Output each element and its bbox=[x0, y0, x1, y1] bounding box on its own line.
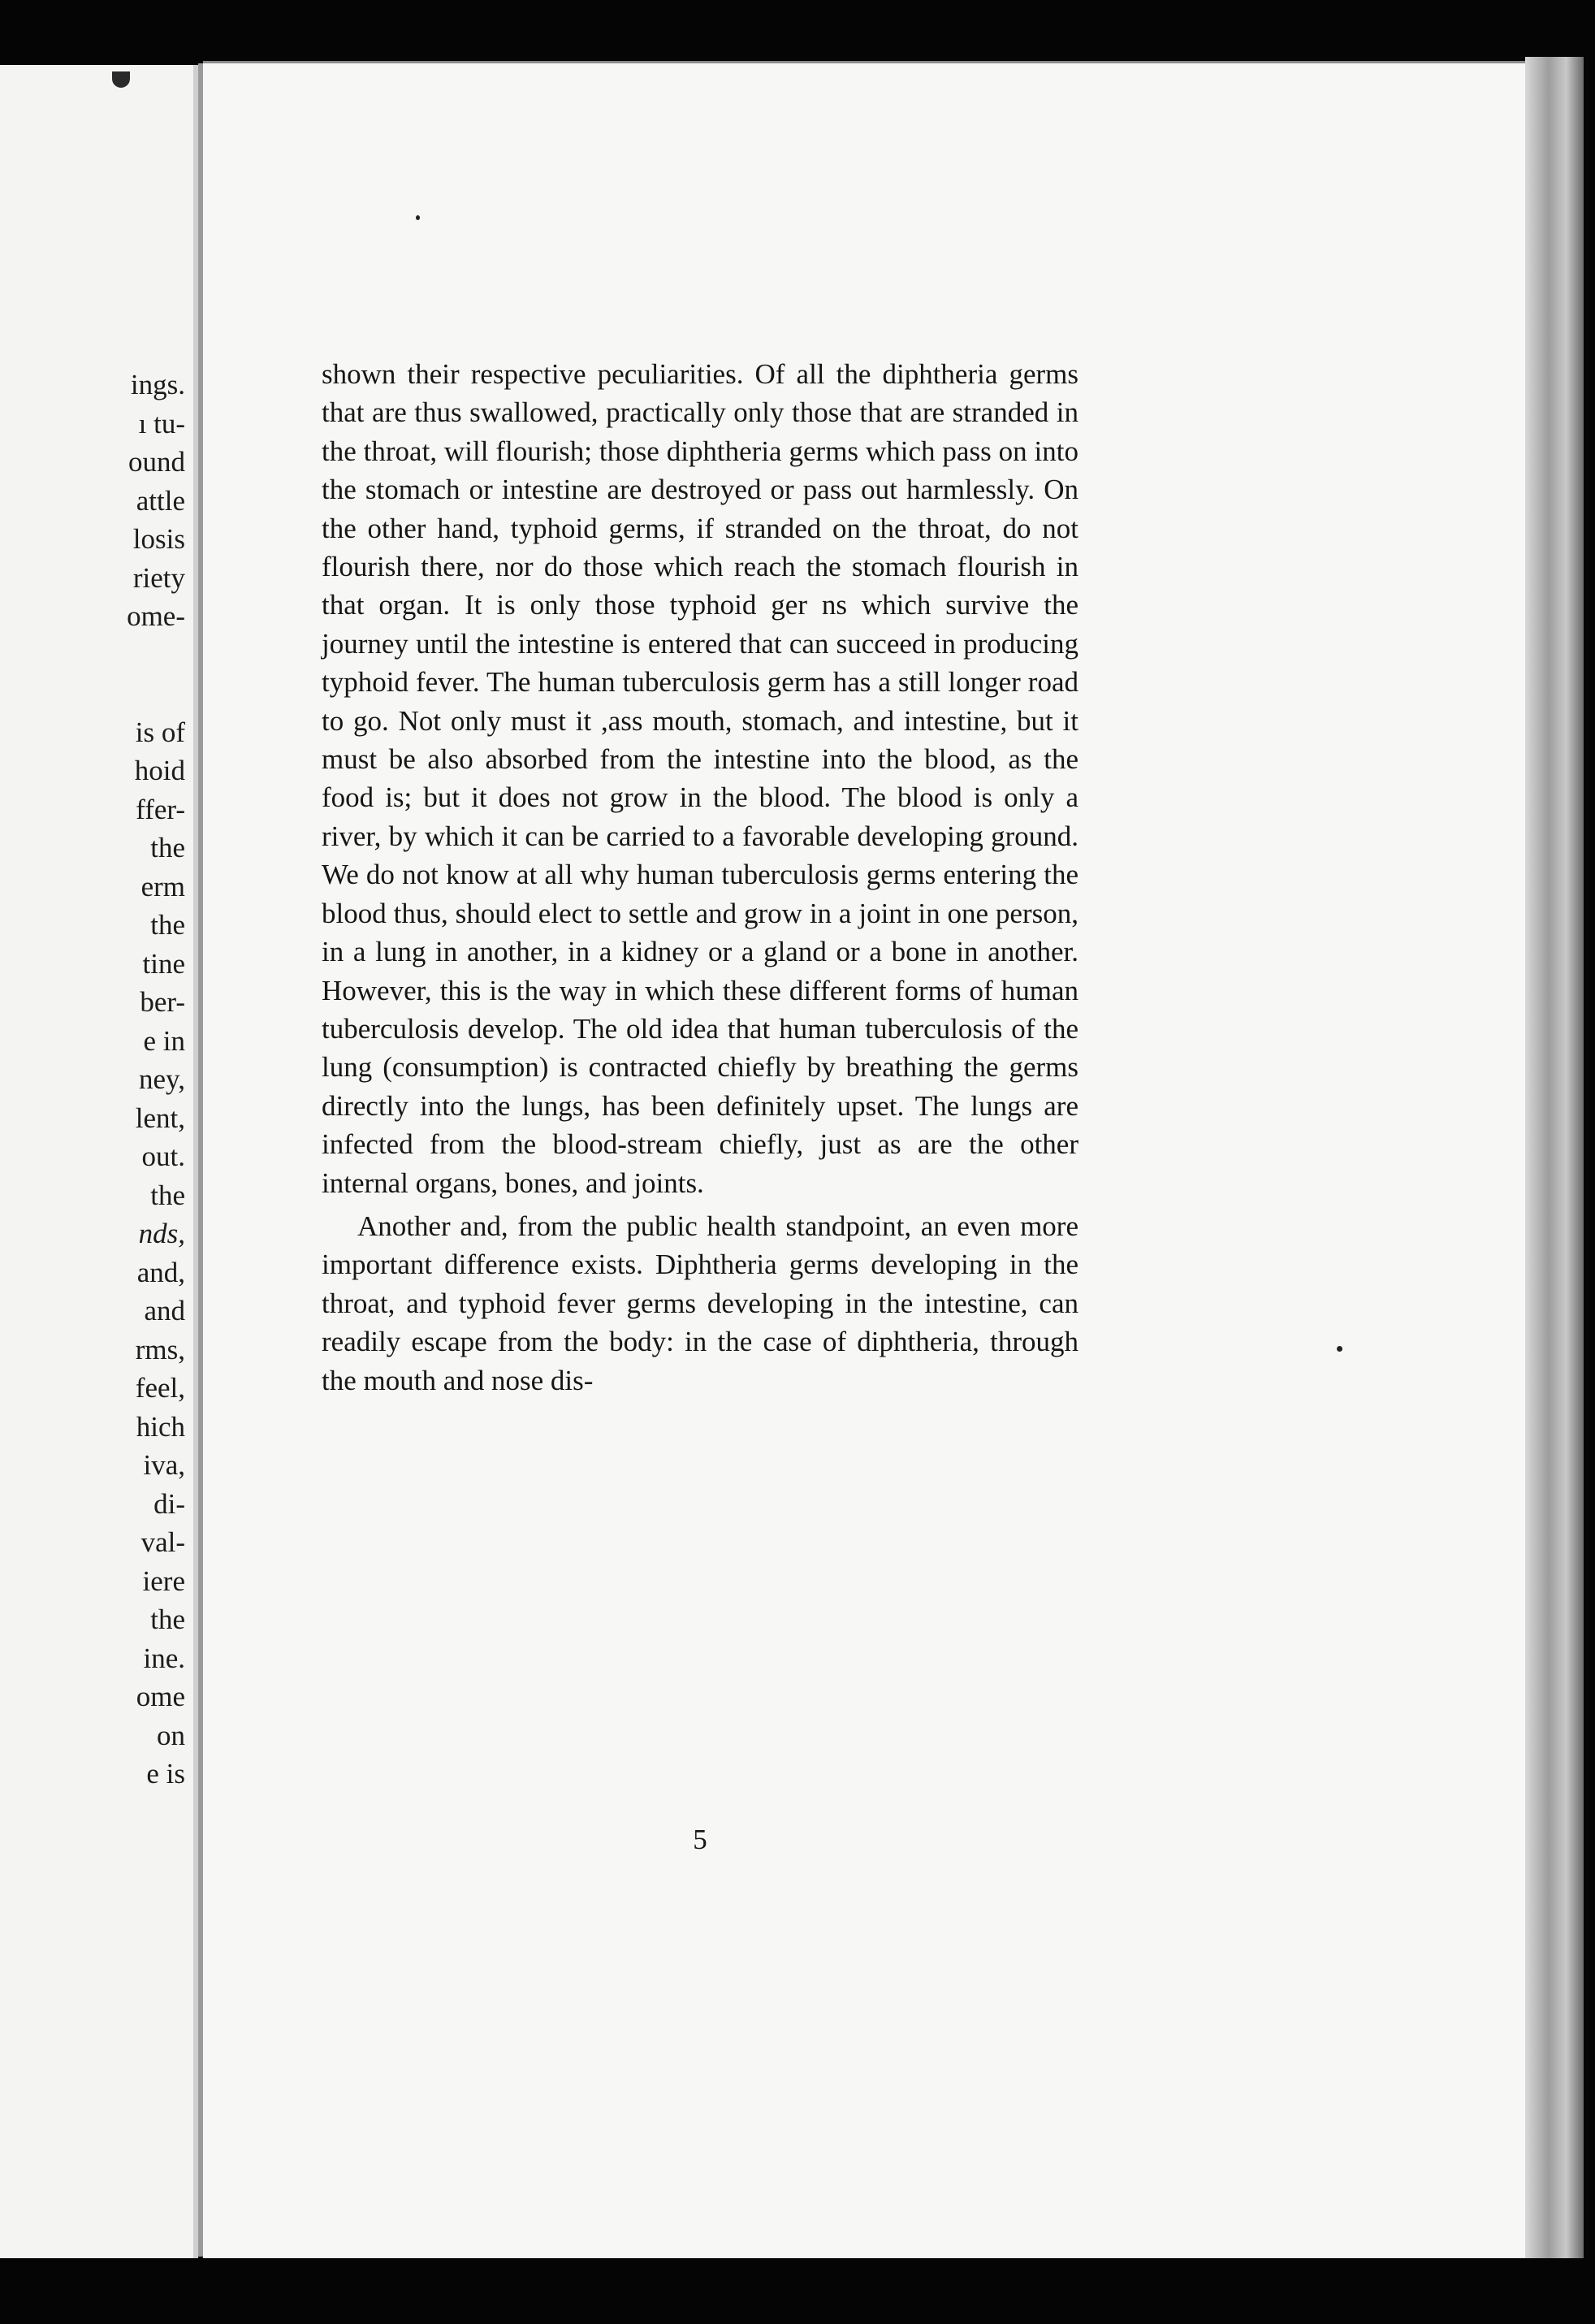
page-edge-shadow bbox=[1525, 57, 1584, 2262]
facing-page-line: losis bbox=[132, 523, 185, 555]
facing-page-line: ound bbox=[128, 446, 185, 478]
facing-page-line: the bbox=[150, 1603, 185, 1635]
facing-page-line: and bbox=[144, 1295, 185, 1326]
facing-page-line: rms, bbox=[135, 1333, 185, 1365]
facing-page-line: riety bbox=[132, 561, 185, 594]
facing-page-line: nds, bbox=[138, 1218, 185, 1249]
facing-page-line: attle bbox=[136, 484, 185, 517]
facing-page-line bbox=[127, 636, 185, 675]
facing-page-line: val- bbox=[140, 1526, 185, 1558]
facing-page-line: the bbox=[150, 832, 185, 863]
facing-page-line: ings. bbox=[130, 369, 185, 400]
facing-page-line: ine. bbox=[143, 1642, 185, 1674]
facing-page-line: di- bbox=[153, 1487, 185, 1520]
dust-speck bbox=[1337, 1346, 1342, 1352]
facing-page-line: e is bbox=[146, 1758, 185, 1790]
facing-page-line: e in bbox=[143, 1024, 185, 1057]
body-text bbox=[322, 355, 1078, 1400]
paragraph: Another and, from the public health standpoint, an even more important difference exists. Diphtheria germs developing in the throat, and typhoid fever germs developing in the intestine, can readily escape from the body: in the case of diphtheria, through the mouth and nose dis- bbox=[322, 1210, 1078, 1396]
facing-page-line: ome bbox=[136, 1681, 185, 1712]
facing-page-line: ffer- bbox=[136, 793, 185, 825]
facing-page-line: lent, bbox=[135, 1101, 185, 1134]
facing-page-line: and, bbox=[136, 1256, 185, 1288]
scan-top-border bbox=[0, 0, 1595, 57]
scan-bottom-border bbox=[0, 2258, 1595, 2324]
dust-speck bbox=[416, 215, 420, 220]
page-number: 5 bbox=[693, 1824, 707, 1855]
paragraph: shown their respective peculiarities. Of all the diphtheria germs that are thus swallowed, practically only those that are stranded in the throat, will flourish; those diphtheria germs which pass on into the stomach or intestine are destroyed or pass out harmlessly. On the other hand, typhoid germs, if stranded on the throat, do not flourish there, nor do those which reach the stomach flourish in that organ. It is only those typhoid ger ns which survive the journey until the intestine is entered that can succeed in producing typhoid fever. The human tuberculosis germ has a still longer road to go. Not only must it ,ass mouth, stomach, and intestine, but it must be also absorbed from the intestine into the blood, as the food is; but it does not grow in the blood. The blood is only a river, by which it can be carried to a favorable developing ground. We do not know at all why human tuberculosis germs entering the blood thus, should elect to settle and grow in a joint in one person, in a lung in another, in a kidney or a gland or a bone in another. However, this is the way in which these different forms of human tuberculosis develop. The old idea that human tuberculosis of the lung (consumption) is contracted chiefly by breathing the germs directly into the lungs, has been definitely upset. The lungs are infected from the blood-stream chiefly, just as are the other internal organs, bones, and joints. bbox=[322, 358, 1078, 1199]
facing-page-line: iere bbox=[142, 1564, 185, 1597]
facing-page-line: hich bbox=[136, 1410, 185, 1443]
facing-page-line: out. bbox=[141, 1140, 185, 1172]
facing-page-line: the bbox=[150, 909, 185, 941]
facing-page-line bbox=[127, 674, 185, 713]
facing-page-text bbox=[127, 366, 185, 1794]
facing-page-line: is of bbox=[135, 716, 185, 748]
facing-page-line: the bbox=[150, 1179, 185, 1211]
facing-page-line: ome- bbox=[127, 600, 185, 632]
facing-page-line: ney, bbox=[138, 1063, 185, 1095]
facing-page-line: feel, bbox=[135, 1372, 185, 1404]
facing-page-line: iva, bbox=[143, 1449, 185, 1481]
facing-page-line: on bbox=[157, 1719, 185, 1751]
facing-page-line: ı tu- bbox=[138, 407, 185, 439]
facing-page-line: tine bbox=[142, 947, 185, 980]
facing-page-line: erm bbox=[140, 870, 185, 902]
facing-page-edge bbox=[0, 65, 198, 2258]
facing-page-line: ber- bbox=[140, 986, 185, 1018]
facing-page-line: hoid bbox=[134, 755, 185, 786]
